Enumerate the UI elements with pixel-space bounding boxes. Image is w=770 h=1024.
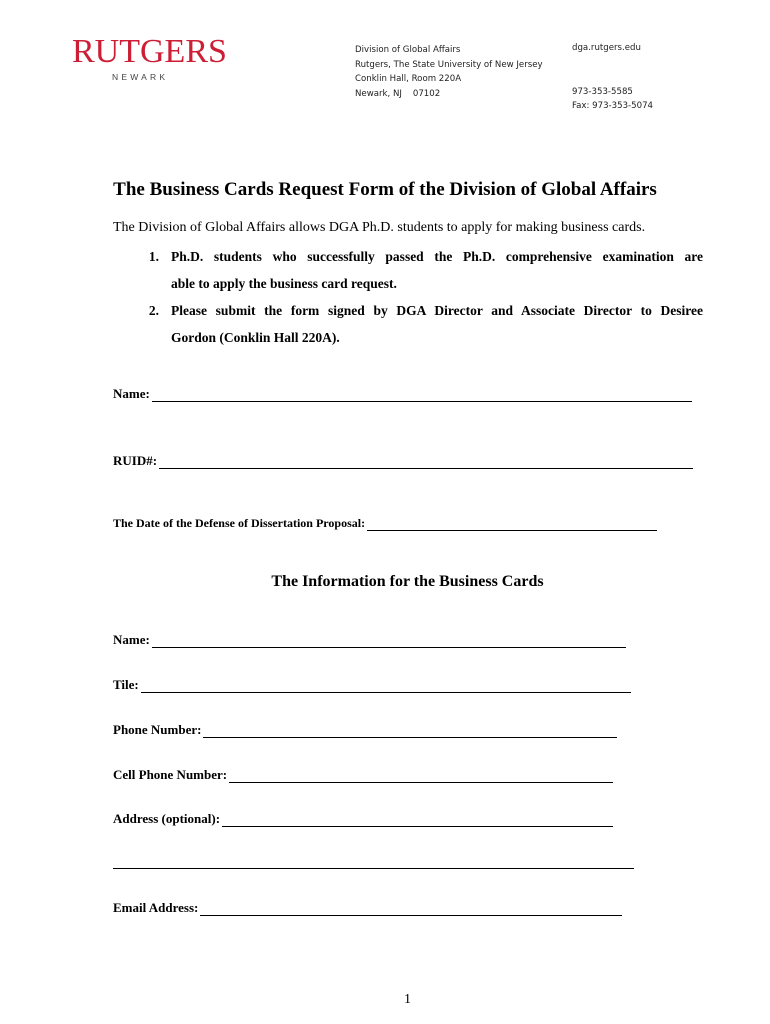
phone-input[interactable] bbox=[203, 725, 617, 738]
field-label: The Date of the Defense of Dissertation Proposal: bbox=[113, 516, 366, 530]
fax-text: Fax: 973-353-5074 bbox=[572, 101, 654, 111]
address-continuation-line[interactable] bbox=[113, 868, 634, 869]
intro-text: The Division of Global Affairs allows DGA Ph.D. students to apply for making business cards. bbox=[113, 220, 646, 235]
applicant-name-input[interactable] bbox=[152, 389, 692, 402]
logo-campus: NEWARK bbox=[112, 72, 169, 82]
logo-wordmark: RUTGERS bbox=[72, 33, 227, 70]
rutgers-logo bbox=[72, 34, 227, 82]
page-number: 1 bbox=[404, 992, 411, 1007]
card-name-input[interactable] bbox=[152, 635, 626, 648]
ruid-input[interactable] bbox=[159, 456, 693, 469]
phone-text: 973-353-5585 bbox=[572, 86, 633, 97]
website-text: dga.rutgers.edu bbox=[572, 43, 641, 53]
field-label: Email Address: bbox=[113, 900, 199, 915]
instruction-item bbox=[113, 297, 703, 351]
instruction-list bbox=[113, 243, 703, 351]
email-input[interactable] bbox=[200, 903, 622, 916]
applicant-name-field bbox=[113, 386, 692, 402]
field-label: RUID#: bbox=[113, 453, 158, 468]
card-name-field bbox=[113, 632, 626, 648]
field-label: Phone Number: bbox=[113, 722, 202, 737]
address-line: Rutgers, The State University of New Jersey bbox=[355, 59, 543, 70]
form-title: The Business Cards Request Form of the Division of Global Affairs bbox=[113, 179, 657, 200]
defense-date-input[interactable] bbox=[367, 518, 657, 531]
department-contact bbox=[572, 41, 653, 114]
department-address bbox=[355, 43, 543, 101]
item-number: 1. bbox=[148, 249, 159, 264]
field-label: Cell Phone Number: bbox=[113, 767, 228, 782]
email-field bbox=[113, 900, 622, 916]
item-text: Ph.D. students who successfully passed the Ph.D. comprehensive examination are bbox=[171, 249, 703, 264]
ruid-field bbox=[113, 453, 693, 469]
address-line: Newark, NJ 07102 bbox=[355, 88, 441, 99]
card-title-input[interactable] bbox=[141, 680, 631, 693]
item-text: Please submit the form signed by DGA Director and Associate Director to Desiree bbox=[171, 303, 703, 318]
address-line: Division of Global Affairs bbox=[355, 45, 461, 55]
field-label: Address (optional): bbox=[113, 811, 221, 826]
address-field bbox=[113, 811, 613, 827]
instruction-item bbox=[113, 243, 703, 297]
address-input[interactable] bbox=[222, 814, 613, 827]
field-label: Tile: bbox=[113, 677, 139, 692]
item-text: able to apply the business card request. bbox=[171, 276, 397, 291]
cell-phone-input[interactable] bbox=[229, 770, 613, 783]
item-number: 2. bbox=[148, 303, 159, 318]
cell-phone-field bbox=[113, 767, 613, 783]
card-title-field bbox=[113, 677, 631, 693]
phone-field bbox=[113, 722, 617, 738]
item-text: Gordon (Conklin Hall 220A). bbox=[171, 330, 340, 345]
defense-date-field bbox=[113, 516, 657, 531]
address-line: Conklin Hall, Room 220A bbox=[355, 74, 462, 84]
field-label: Name: bbox=[113, 386, 150, 401]
section-title: The Information for the Business Cards bbox=[271, 573, 544, 590]
field-label: Name: bbox=[113, 632, 150, 647]
